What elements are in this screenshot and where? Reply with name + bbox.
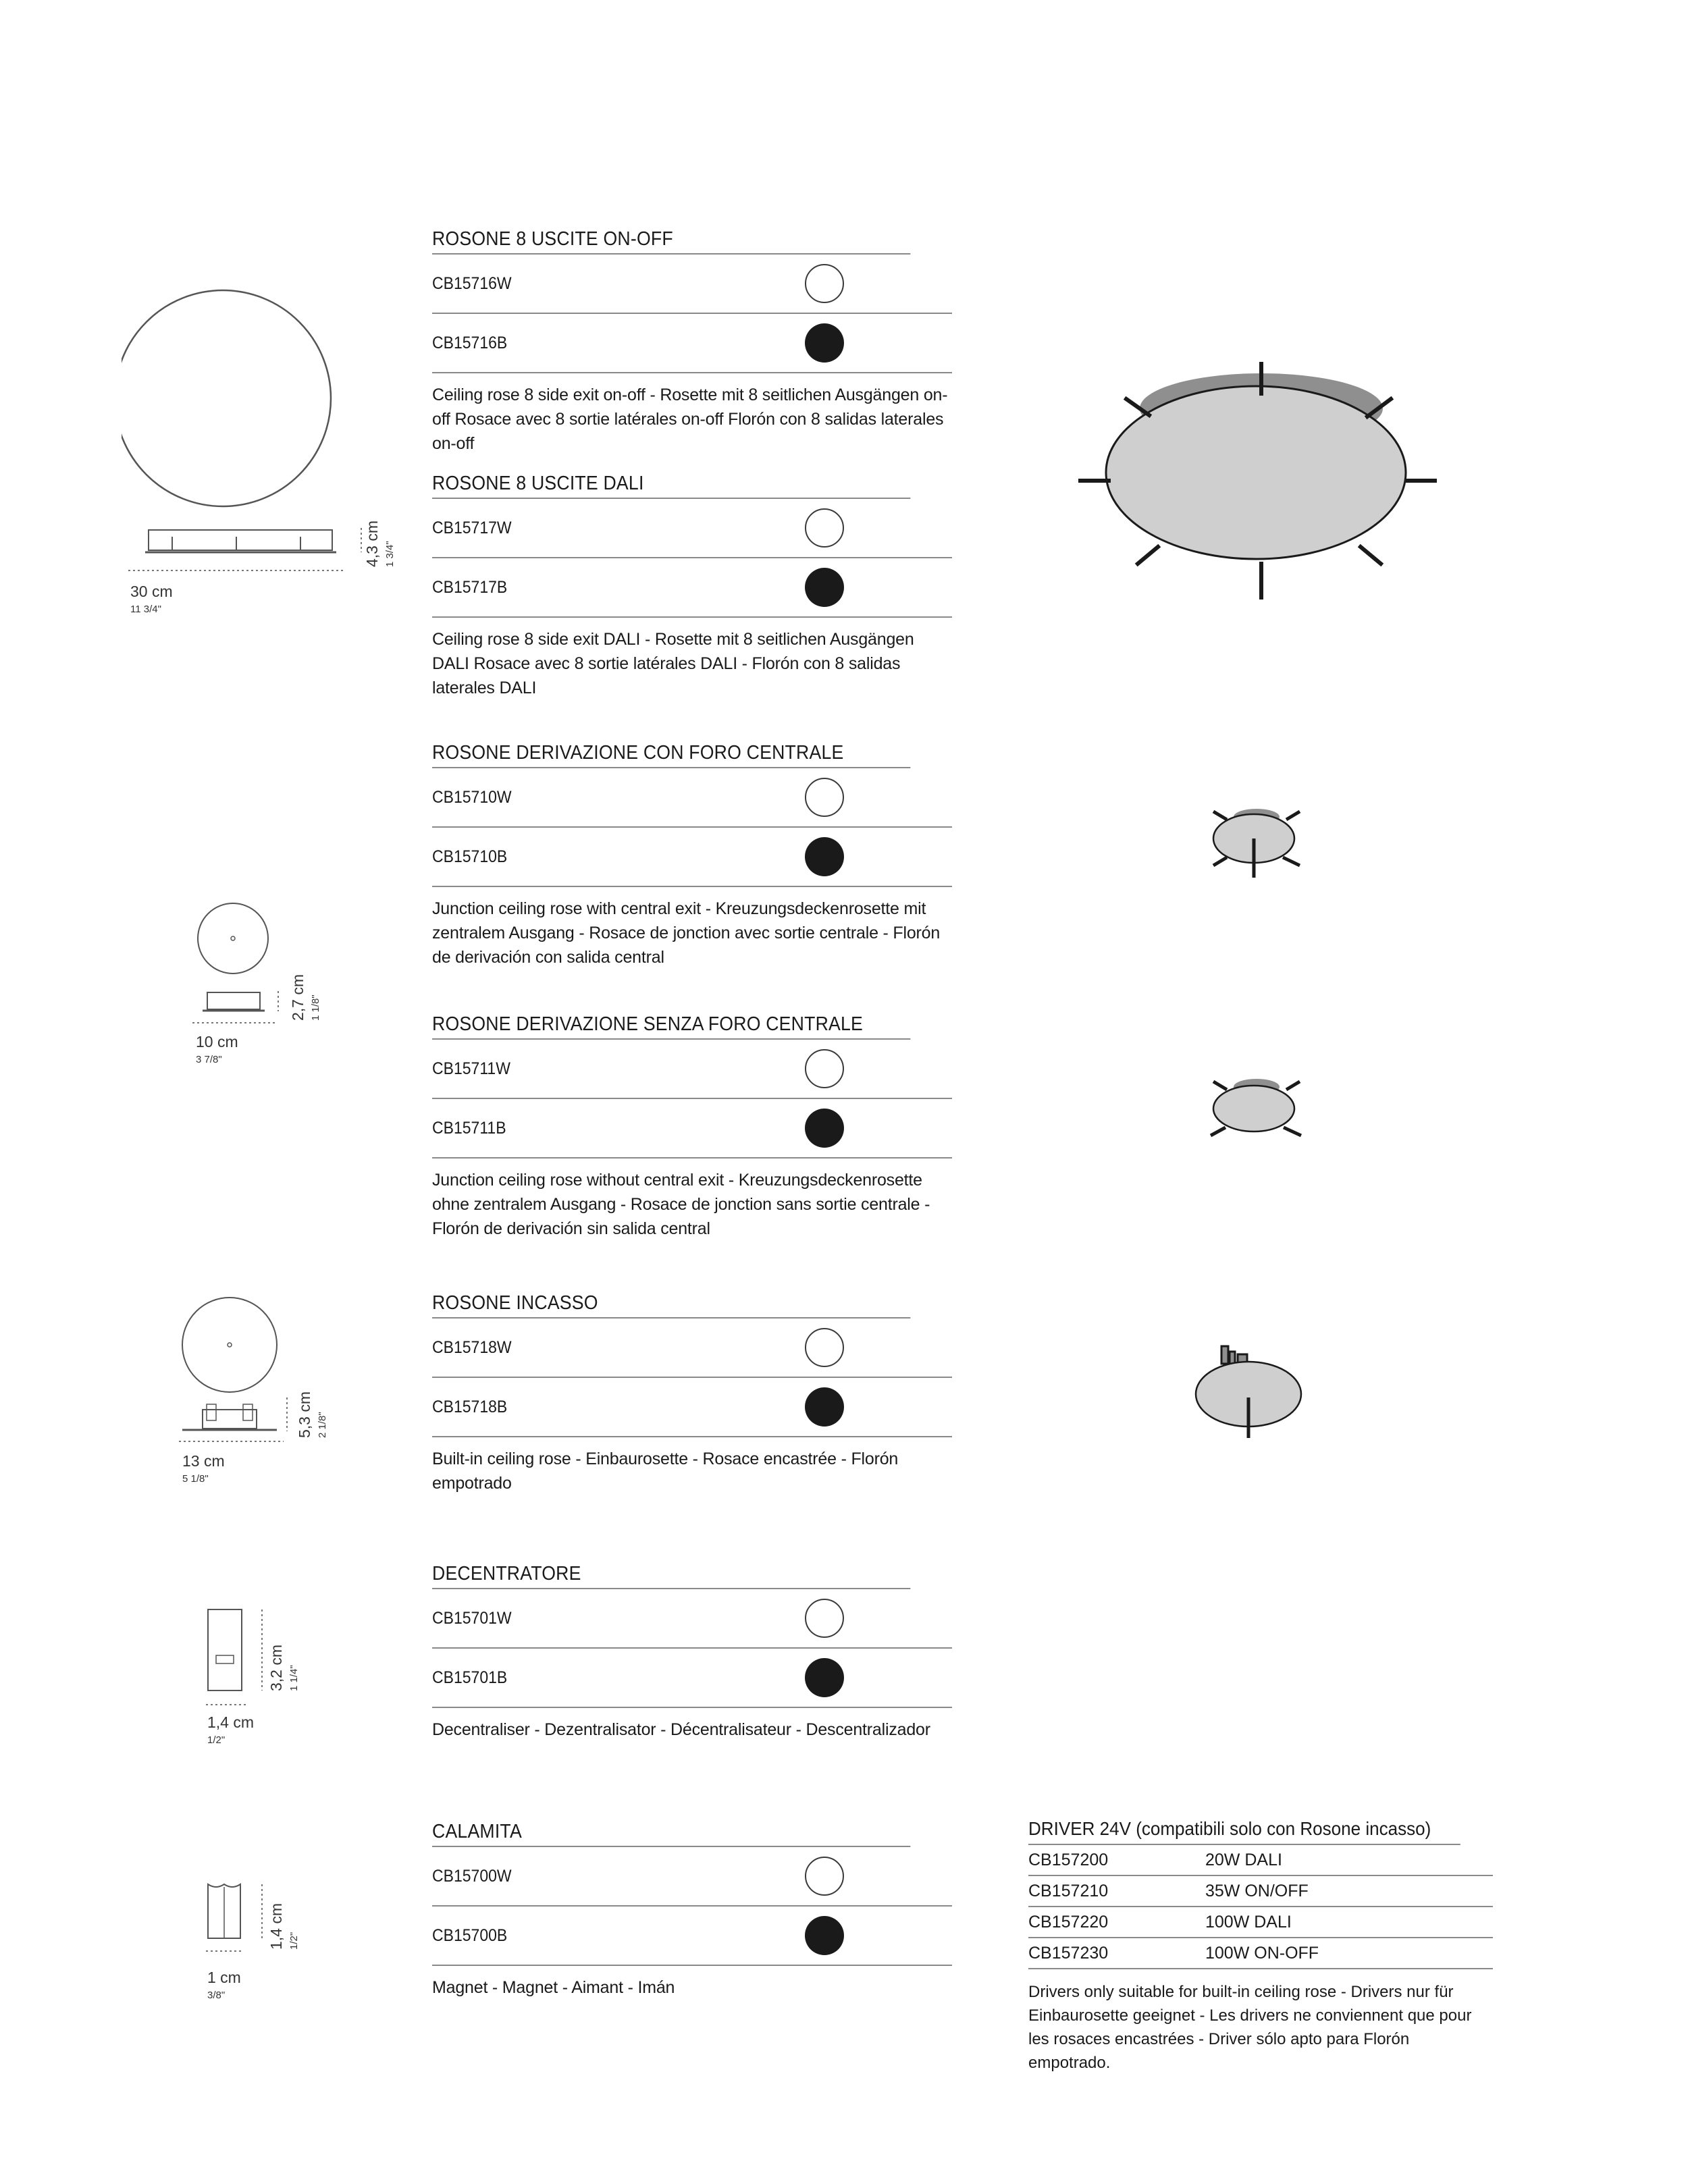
product-title: CALAMITA [432,1817,910,1847]
height-in: 2 1/8" [317,1412,328,1438]
driver-title: DRIVER 24V (compatibili solo con Rosone incasso) [1028,1814,1460,1845]
technical-drawing-magnet [203,1880,270,1968]
table-row [1028,1938,1493,1969]
driver-section [1028,1814,1493,2075]
swatch-white-icon [805,778,844,817]
driver-code: CB157210 [1028,1882,1109,1900]
variant-row[interactable] [432,1907,952,1966]
width-in: 1/2" [207,1734,226,1746]
swatch-black-icon [805,1916,844,1955]
swatch-white-icon [805,1049,844,1088]
driver-spec: 100W DALI [1205,1913,1292,1932]
product-calamita [432,1817,952,2000]
driver-spec: 100W ON-OFF [1205,1944,1319,1963]
width-cm: 13 cm [182,1452,225,1470]
product-code: CB15700W [432,1866,512,1886]
variant-row[interactable] [432,1847,952,1907]
dimension-width [130,584,173,615]
variant-row[interactable] [432,1378,952,1437]
width-in: 11 3/4" [130,604,161,615]
product-description: Junction ceiling rose without central exit - Kreuzungsdeckenrosette ohne zentralem Ausgang - Rosace de jonction sans sortie centrale - Florón de derivación sin salida central [432,1171,930,1238]
variant-row[interactable] [432,499,952,558]
driver-spec: 35W ON/OFF [1205,1882,1309,1900]
driver-code: CB157230 [1028,1944,1109,1963]
product-title: ROSONE 8 USCITE ON-OFF [432,225,910,255]
height-cm: 5,3 cm [296,1391,313,1438]
height-in: 1 1/8" [310,994,321,1021]
dimension-height [269,1645,300,1691]
product-code: CB15701W [432,1608,512,1628]
product-code: CB15711W [432,1059,510,1078]
illustration-rose-8-exits [1074,361,1438,604]
product-decentratore [432,1560,952,1742]
variant-row[interactable] [432,255,952,314]
variant-row[interactable] [432,828,952,887]
dimension-height [297,1391,328,1438]
table-row [1028,1907,1493,1938]
illustration-junction-rose-no-central-exit [1198,1073,1313,1148]
swatch-black-icon [805,1658,844,1697]
swatch-white-icon [805,508,844,548]
product-rosone-8-onoff [432,225,952,456]
dimension-height [365,521,396,567]
driver-code: CB157220 [1028,1913,1109,1932]
product-rosone-incasso [432,1289,952,1495]
dimension-width [207,1970,241,2001]
product-description: Junction ceiling rose with central exit - Kreuzungsdeckenrosette mit zentralem Ausgang - Rosace de jonction avec sortie centrale - Florón de derivación con salida central [432,899,941,967]
product-description: Decentraliser - Dezentralisator - Décentralisateur - Descentralizador [432,1720,930,1739]
product-title: ROSONE DERIVAZIONE SENZA FORO CENTRALE [432,1010,910,1040]
width-cm: 1,4 cm [207,1713,255,1731]
product-code: CB15700B [432,1925,508,1945]
product-description: Ceiling rose 8 side exit on-off - Rosette mit 8 seitlichen Ausgängen on-off Rosace avec 8 sortie latérales on-off Florón con 8 salidas laterales on-off [432,385,948,453]
height-cm: 3,2 cm [267,1644,285,1691]
width-in: 5 1/8" [182,1473,209,1485]
illustration-built-in-rose [1192,1343,1313,1445]
technical-drawing-decentraliser [203,1607,270,1715]
width-in: 3 7/8" [196,1054,222,1065]
variant-row[interactable] [432,558,952,618]
product-title: ROSONE DERIVAZIONE CON FORO CENTRALE [432,739,910,768]
dimension-height [269,1903,300,1950]
product-code: CB15716B [432,333,508,352]
product-code: CB15701B [432,1668,508,1687]
dimension-height [290,974,321,1021]
product-code: CB15717W [432,518,512,537]
height-cm: 4,3 cm [363,520,381,567]
product-title: ROSONE 8 USCITE DALI [432,469,910,499]
height-in: 1 3/4" [384,541,396,567]
product-rosone-derivazione-con-foro [432,739,952,969]
width-cm: 30 cm [130,583,173,600]
dimension-width [182,1454,225,1485]
product-code: CB15718B [432,1397,508,1416]
product-rosone-derivazione-senza-foro [432,1010,952,1241]
width-cm: 1 cm [207,1969,241,1986]
variant-row[interactable] [432,314,952,373]
variant-row[interactable] [432,1099,952,1158]
height-in: 1 1/4" [288,1665,300,1691]
table-row [1028,1876,1493,1907]
product-code: CB15711B [432,1118,506,1138]
swatch-white-icon [805,1328,844,1367]
width-in: 3/8" [207,1990,226,2001]
technical-drawing-rose-30cm [122,284,392,581]
variant-row[interactable] [432,1649,952,1708]
swatch-black-icon [805,837,844,876]
height-in: 1/2" [288,1932,300,1950]
driver-code: CB157200 [1028,1850,1109,1869]
variant-row[interactable] [432,768,952,828]
swatch-black-icon [805,568,844,607]
dimension-width [207,1715,254,1746]
product-code: CB15716W [432,273,512,293]
swatch-white-icon [805,264,844,303]
illustration-junction-rose-central-exit [1198,803,1313,884]
driver-spec: 20W DALI [1205,1850,1282,1869]
swatch-white-icon [805,1857,844,1896]
width-cm: 10 cm [196,1033,238,1050]
swatch-black-icon [805,1109,844,1148]
variant-row[interactable] [432,1589,952,1649]
product-code: CB15717B [432,577,508,597]
product-description: Built-in ceiling rose - Einbaurosette - Rosace encastrée - Florón empotrado [432,1449,899,1493]
variant-row[interactable] [432,1319,952,1378]
product-code: CB15710W [432,787,512,807]
height-cm: 1,4 cm [267,1902,285,1950]
variant-row[interactable] [432,1040,952,1099]
driver-description: Drivers only suitable for built-in ceiling rose - Drivers nur für Einbaurosette geeignet - Les drivers ne conviennent que pour les rosaces encastrées - Driver sólo apto para Florón empotrado. [1028,1983,1472,2072]
technical-drawing-rose-13cm [176,1296,311,1445]
product-rosone-8-dali [432,469,952,700]
dimension-width [196,1034,238,1065]
product-description: Magnet - Magnet - Aimant - Imán [432,1978,675,1997]
swatch-black-icon [805,323,844,363]
swatch-white-icon [805,1599,844,1638]
product-title: ROSONE INCASSO [432,1289,910,1319]
height-cm: 2,7 cm [289,974,307,1021]
product-code: CB15718W [432,1337,512,1357]
product-title: DECENTRATORE [432,1560,910,1589]
table-row [1028,1845,1493,1876]
product-description: Ceiling rose 8 side exit DALI - Rosette mit 8 seitlichen Ausgängen DALI Rosace avec 8 sortie latérales DALI - Florón con 8 salidas laterales DALI [432,630,914,697]
product-code: CB15710B [432,847,508,866]
swatch-black-icon [805,1387,844,1427]
